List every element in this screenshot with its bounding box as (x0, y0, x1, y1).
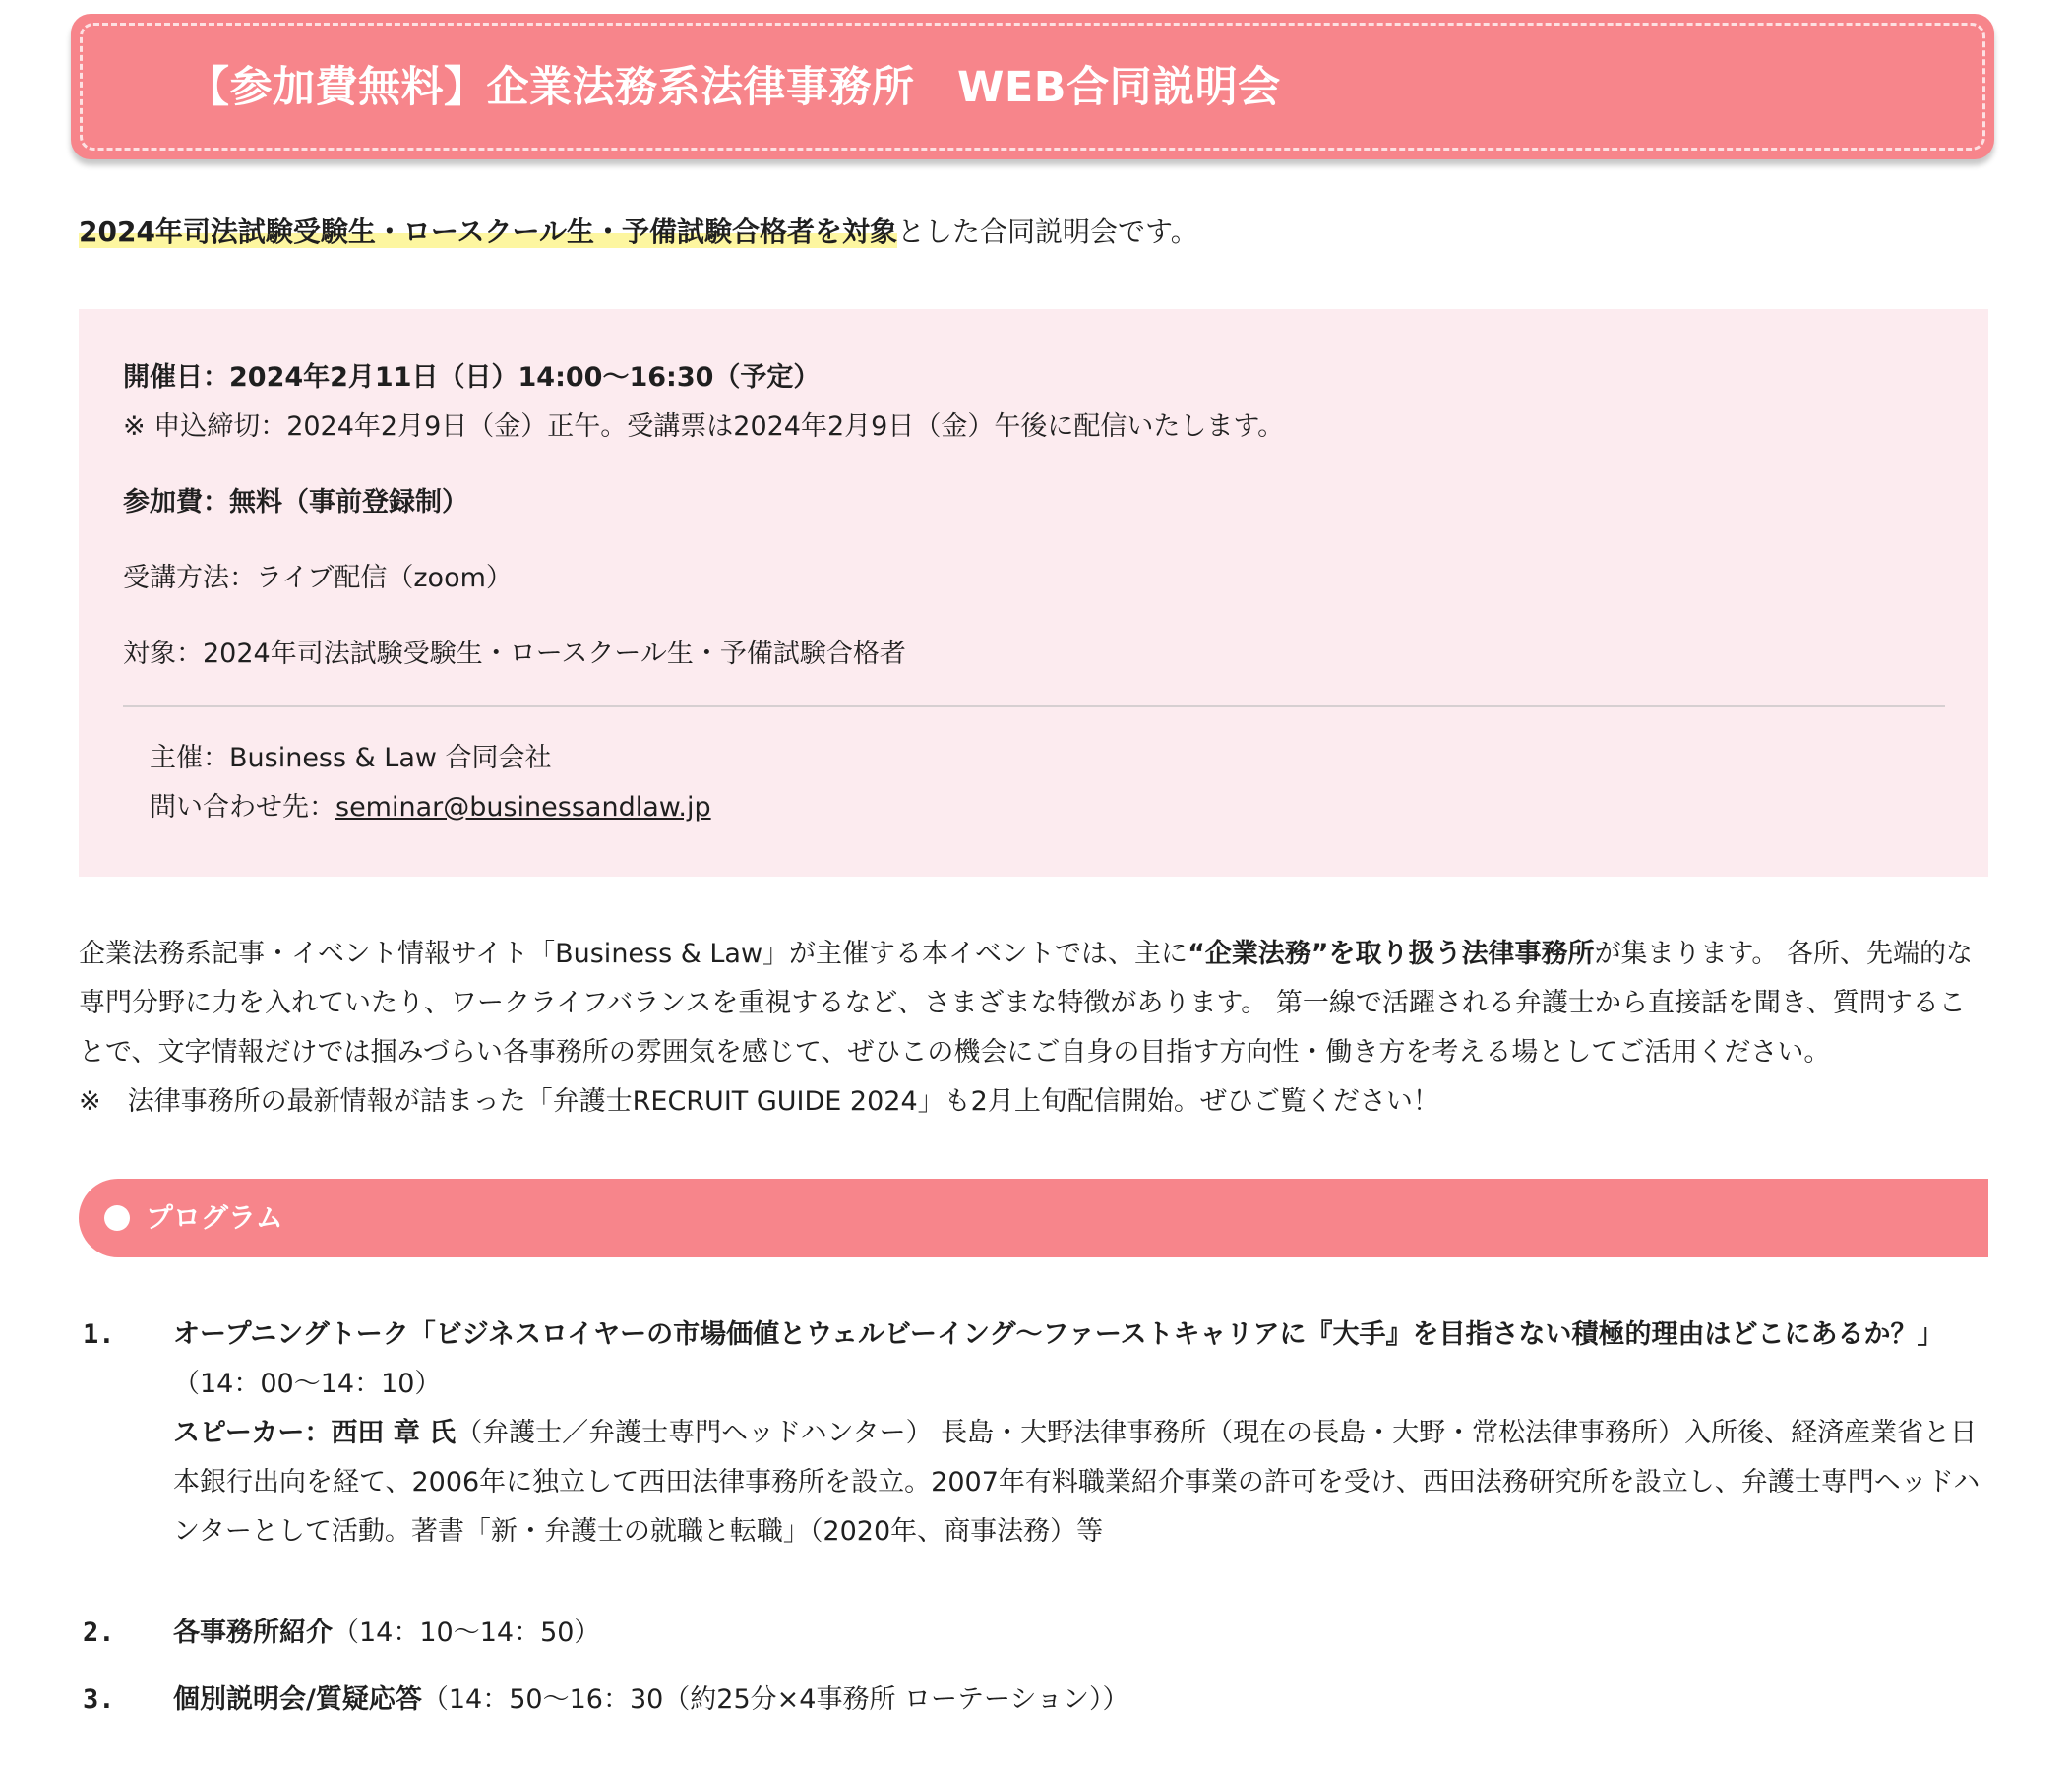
description-line-2: 専門分野に力を入れていたり、ワークライフバランスを重視するなど、さまざまな特徴があります。 第一線で活躍される弁護士から直接話を聞き、質問するこ (79, 988, 1966, 1018)
contact-email-link[interactable]: seminar@businessandlaw.jp (335, 792, 711, 823)
info-divider (123, 705, 1945, 707)
speaker-bio: （弁護士／弁護士専門ヘッドハンター） 長島・大野法律事務所（現在の長島・大野・常松法律事務所）入所後、経済産業省と日 (456, 1418, 1978, 1448)
program-item-title: オープニングトーク「ビジネスロイヤーの市場価値とウェルビーイング〜ファーストキャリアに『大手』を目指さない積極的理由はどこにあるか？」 (173, 1319, 1944, 1350)
title-banner (71, 14, 1994, 159)
description-emphasis: “企業法務”を取り扱う法律事務所 (1188, 939, 1595, 969)
program-heading: プログラム (146, 1201, 283, 1234)
program-item-number: 2. (83, 1618, 115, 1648)
contact-line (150, 788, 711, 827)
program-section-header (79, 1179, 1988, 1257)
program-item-number: 3. (83, 1684, 115, 1715)
speaker-bio-line-3: ンターとして活動。著書「新・弁護士の就職と転職」（2020年、商事法務）等 (173, 1516, 1104, 1547)
description-line-3: とで、文字情報だけでは掴みづらい各事務所の雰囲気を感じて、ぜひこの機会にご自身の目指す方向性・働き方を考える場としてご活用ください。 (79, 1037, 1831, 1068)
speaker-line (173, 1414, 1977, 1453)
intro-highlight: 2024年司法試験受験生・ロースクール生・予備試験合格者を対象 (79, 215, 897, 248)
event-date: 開催日：2024年2月11日（日）14:00〜16:30（予定） (123, 362, 821, 393)
organizer: 主催：Business & Law 合同会社 (150, 743, 552, 773)
program-item-time: （14：10〜14：50） (333, 1618, 601, 1648)
application-deadline: ※ 申込締切：2024年2月9日（金）正午。受講票は2024年2月9日（金）午後に配信いたします。 (123, 411, 1285, 442)
program-item-number: 1. (83, 1319, 115, 1350)
intro-rest: とした合同説明会です。 (896, 215, 1198, 248)
program-item-line (173, 1614, 600, 1653)
program-item-time: （14：50〜16：30（約25分×4事務所 ローテーション）） (421, 1684, 1129, 1715)
event-info-box (79, 309, 1988, 877)
program-item-time: （14：00〜14：10） (173, 1369, 442, 1399)
description-line-4: ※ 法律事務所の最新情報が詰まった「弁護士RECRUIT GUIDE 2024」も2月上旬配信開始。ぜひご覧ください！ (79, 1086, 1439, 1117)
description-line-1 (79, 935, 1973, 974)
intro-line (79, 213, 1198, 252)
description-text: が集まります。 各所、先端的な (1594, 939, 1973, 969)
page-title: 【参加費無料】企業法務系法律事務所 WEB合同説明会 (187, 63, 1281, 112)
contact-label: 問い合わせ先： (150, 792, 335, 823)
attendance-method: 受講方法：ライブ配信（zoom） (123, 563, 513, 593)
program-item-line (173, 1680, 1128, 1720)
program-item-title: 各事務所紹介 (173, 1618, 333, 1648)
bullet-dot-icon (104, 1205, 130, 1231)
speaker-name: スピーカー：西田 章 氏 (173, 1418, 457, 1448)
participation-fee: 参加費：無料（事前登録制） (123, 487, 468, 518)
speaker-bio-line-2: 本銀行出向を経て、2006年に独立して西田法律事務所を設立。2007年有料職業紹介事業の許可を受け、西田法務研究所を設立し、弁護士専門ヘッドハ (173, 1467, 1981, 1497)
event-target: 対象：2024年司法試験受験生・ロースクール生・予備試験合格者 (123, 639, 906, 669)
description-text: 企業法務系記事・イベント情報サイト「Business & Law」が主催する本イベントでは、主に (79, 939, 1188, 969)
program-item-title: 個別説明会/質疑応答 (173, 1684, 422, 1715)
